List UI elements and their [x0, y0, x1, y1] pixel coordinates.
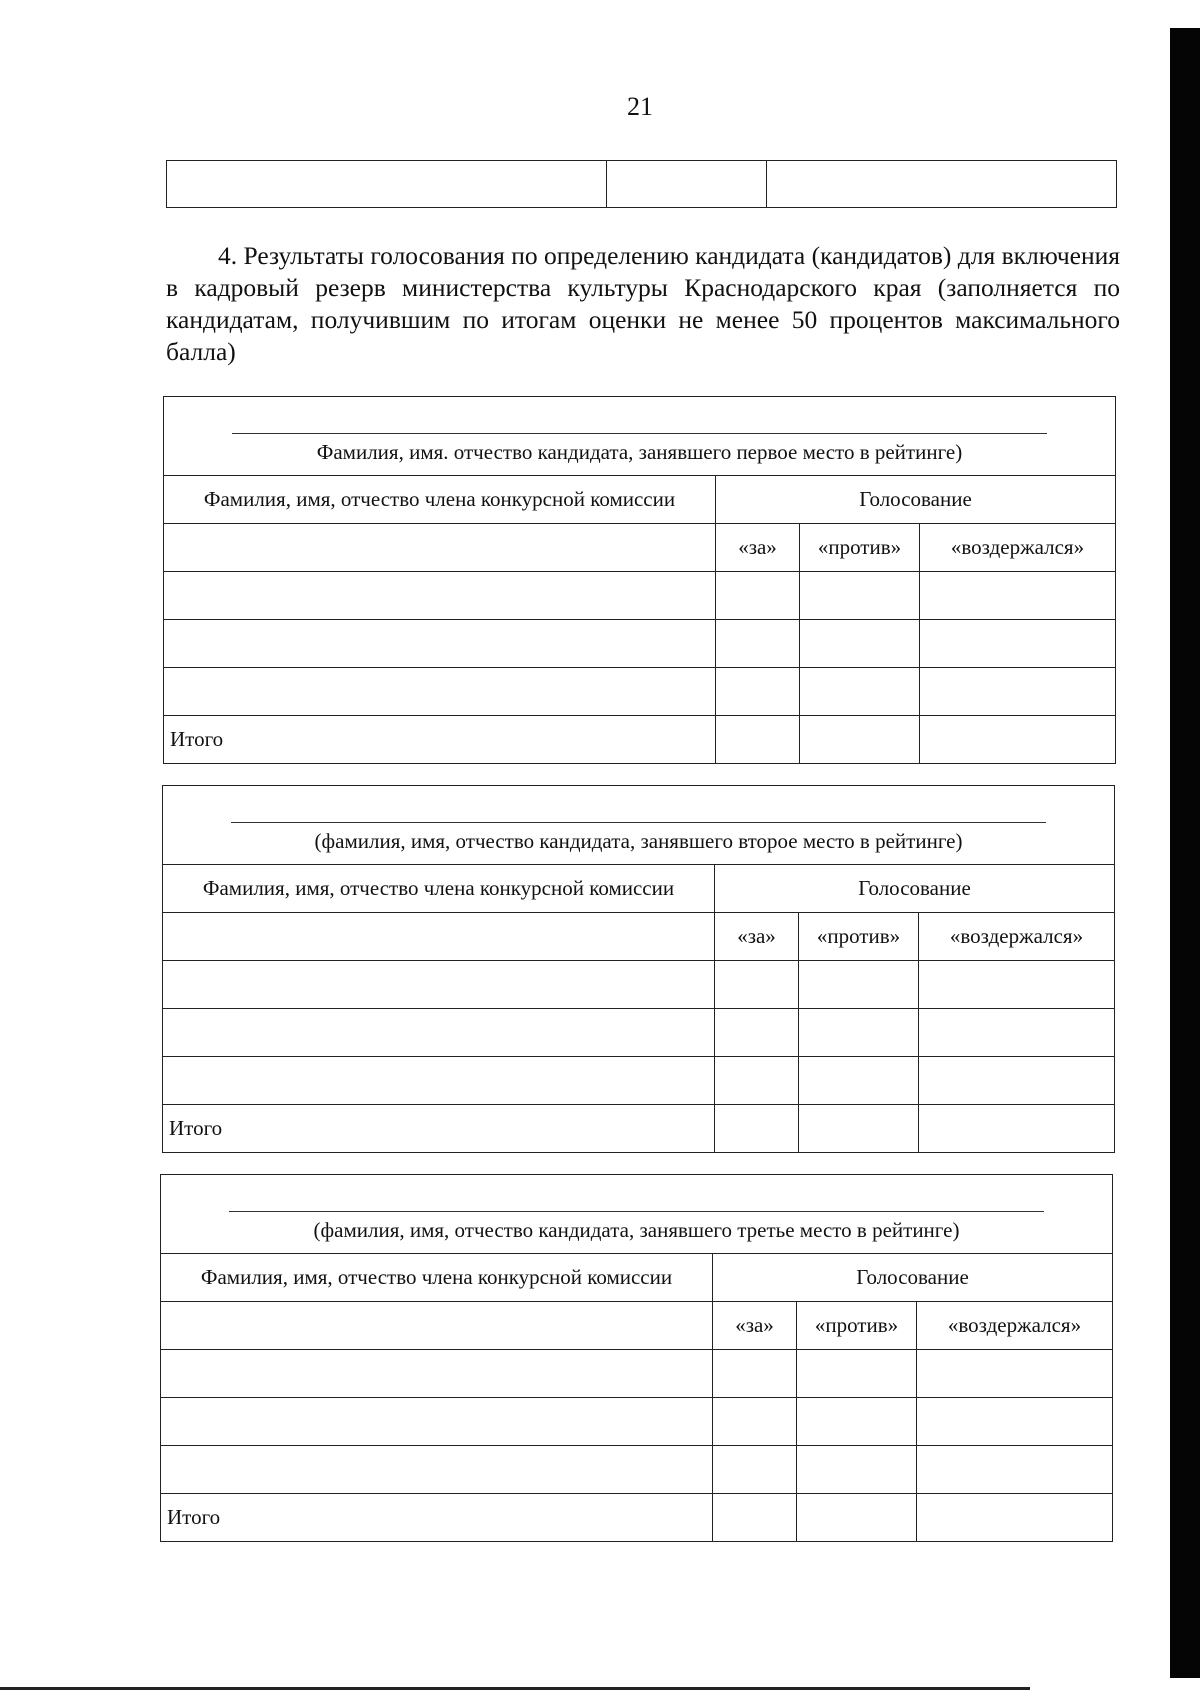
candidate-name-line [232, 433, 1047, 434]
table-cell [715, 1105, 799, 1153]
table-cell [800, 620, 920, 668]
candidate-name-line [229, 1211, 1044, 1212]
table-row [164, 668, 1116, 716]
table-row [163, 1057, 1115, 1105]
table-cell [716, 668, 800, 716]
table-row [164, 716, 1116, 764]
table-row [164, 572, 1116, 620]
member-header: Фамилия, имя, отчество члена конкурсной комиссии [161, 1254, 713, 1302]
table-cell [799, 1057, 919, 1105]
vote-table-third-place [160, 1174, 1113, 1542]
table-cell [713, 1494, 797, 1542]
table-row [161, 1254, 1113, 1302]
paragraph-line: 4. Результаты голосования по определению кандидата (кандидатов) [218, 241, 952, 270]
table-cell [797, 1398, 917, 1446]
table-cell [919, 1105, 1115, 1153]
vote-table-second-place [162, 785, 1115, 1153]
table-row [163, 1009, 1115, 1057]
table-cell [164, 668, 716, 716]
table-cell [799, 1105, 919, 1153]
table-row [161, 1446, 1113, 1494]
table-row [167, 161, 1117, 208]
table-row [161, 1175, 1113, 1254]
table-row [163, 865, 1115, 913]
table-cell [607, 161, 767, 208]
total-label: Итого [164, 716, 716, 764]
vote-for-header: «за» [715, 913, 799, 961]
table-row [163, 961, 1115, 1009]
table-row [164, 476, 1116, 524]
table-row [161, 1350, 1113, 1398]
vote-for-header: «за» [716, 524, 800, 572]
table-cell [715, 1009, 799, 1057]
section-paragraph [166, 240, 1120, 368]
table-cell [767, 161, 1117, 208]
candidate-name-cell [161, 1175, 1113, 1254]
table-cell [917, 1494, 1113, 1542]
vote-abstain-header: «воздержался» [920, 524, 1116, 572]
page-number: 21 [627, 92, 653, 121]
candidate-caption: (фамилия, имя, отчество кандидата, занявшего второе место в рейтинге) [314, 829, 963, 853]
vote-for-header: «за» [713, 1302, 797, 1350]
paragraph-line: 50 процентов максимального балла) [166, 305, 1121, 366]
table-cell [797, 1494, 917, 1542]
table-cell [163, 1057, 715, 1105]
paragraph-line: (заполняется по кандидатам, получившим по итогам оценки не менее [166, 273, 1120, 334]
table-cell [797, 1446, 917, 1494]
table-cell [919, 1057, 1115, 1105]
table-cell [920, 716, 1116, 764]
scan-edge-shadow [1170, 28, 1200, 1678]
vote-against-header: «против» [797, 1302, 917, 1350]
vote-header: Голосование [713, 1254, 1113, 1302]
table-cell [715, 961, 799, 1009]
table-cell [799, 961, 919, 1009]
table-cell [713, 1398, 797, 1446]
table-cell [161, 1398, 713, 1446]
vote-against-header: «против» [799, 913, 919, 961]
table-cell [164, 524, 716, 572]
total-label: Итого [161, 1494, 713, 1542]
table-cell [161, 1350, 713, 1398]
candidate-name-cell [163, 786, 1115, 865]
vote-abstain-header: «воздержался» [917, 1302, 1113, 1350]
paragraph-line: для включения в кадровый резерв министерства культуры Краснодарского края [166, 241, 1121, 302]
table-cell [713, 1446, 797, 1494]
member-header: Фамилия, имя, отчество члена конкурсной комиссии [163, 865, 715, 913]
table-row [164, 524, 1116, 572]
table-cell [161, 1446, 713, 1494]
table-row [161, 1398, 1113, 1446]
vote-header: Голосование [715, 865, 1115, 913]
table-cell [164, 620, 716, 668]
member-header: Фамилия, имя, отчество члена конкурсной комиссии [164, 476, 716, 524]
table-cell [163, 913, 715, 961]
table-cell [917, 1350, 1113, 1398]
table-cell [799, 1009, 919, 1057]
table-row [164, 620, 1116, 668]
table-row [163, 786, 1115, 865]
table-cell [716, 572, 800, 620]
candidate-caption: (фамилия, имя, отчество кандидата, занявшего третье место в рейтинге) [313, 1218, 960, 1242]
bottom-rule [0, 1687, 1030, 1690]
table-row [164, 397, 1116, 476]
table-cell [919, 961, 1115, 1009]
candidate-name-cell [164, 397, 1116, 476]
candidate-caption: Фамилия, имя. отчество кандидата, занявшего первое место в рейтинге) [316, 440, 963, 464]
continuation-table [166, 160, 1117, 208]
vote-abstain-header: «воздержался» [919, 913, 1115, 961]
table-cell [919, 1009, 1115, 1057]
table-cell [164, 572, 716, 620]
vote-table-first-place [163, 396, 1116, 764]
table-row [163, 1105, 1115, 1153]
table-cell [797, 1350, 917, 1398]
table-row [161, 1494, 1113, 1542]
vote-against-header: «против» [800, 524, 920, 572]
table-cell [713, 1350, 797, 1398]
table-cell [163, 1009, 715, 1057]
table-row [161, 1302, 1113, 1350]
table-cell [716, 620, 800, 668]
table-cell [917, 1446, 1113, 1494]
table-cell [920, 668, 1116, 716]
table-cell [920, 620, 1116, 668]
table-row [163, 913, 1115, 961]
table-cell [800, 716, 920, 764]
vote-header: Голосование [716, 476, 1116, 524]
candidate-name-line [231, 822, 1046, 823]
table-cell [715, 1057, 799, 1105]
table-cell [167, 161, 607, 208]
table-cell [917, 1398, 1113, 1446]
table-cell [920, 572, 1116, 620]
table-cell [800, 572, 920, 620]
table-cell [716, 716, 800, 764]
table-cell [800, 668, 920, 716]
total-label: Итого [163, 1105, 715, 1153]
table-cell [163, 961, 715, 1009]
table-cell [161, 1302, 713, 1350]
